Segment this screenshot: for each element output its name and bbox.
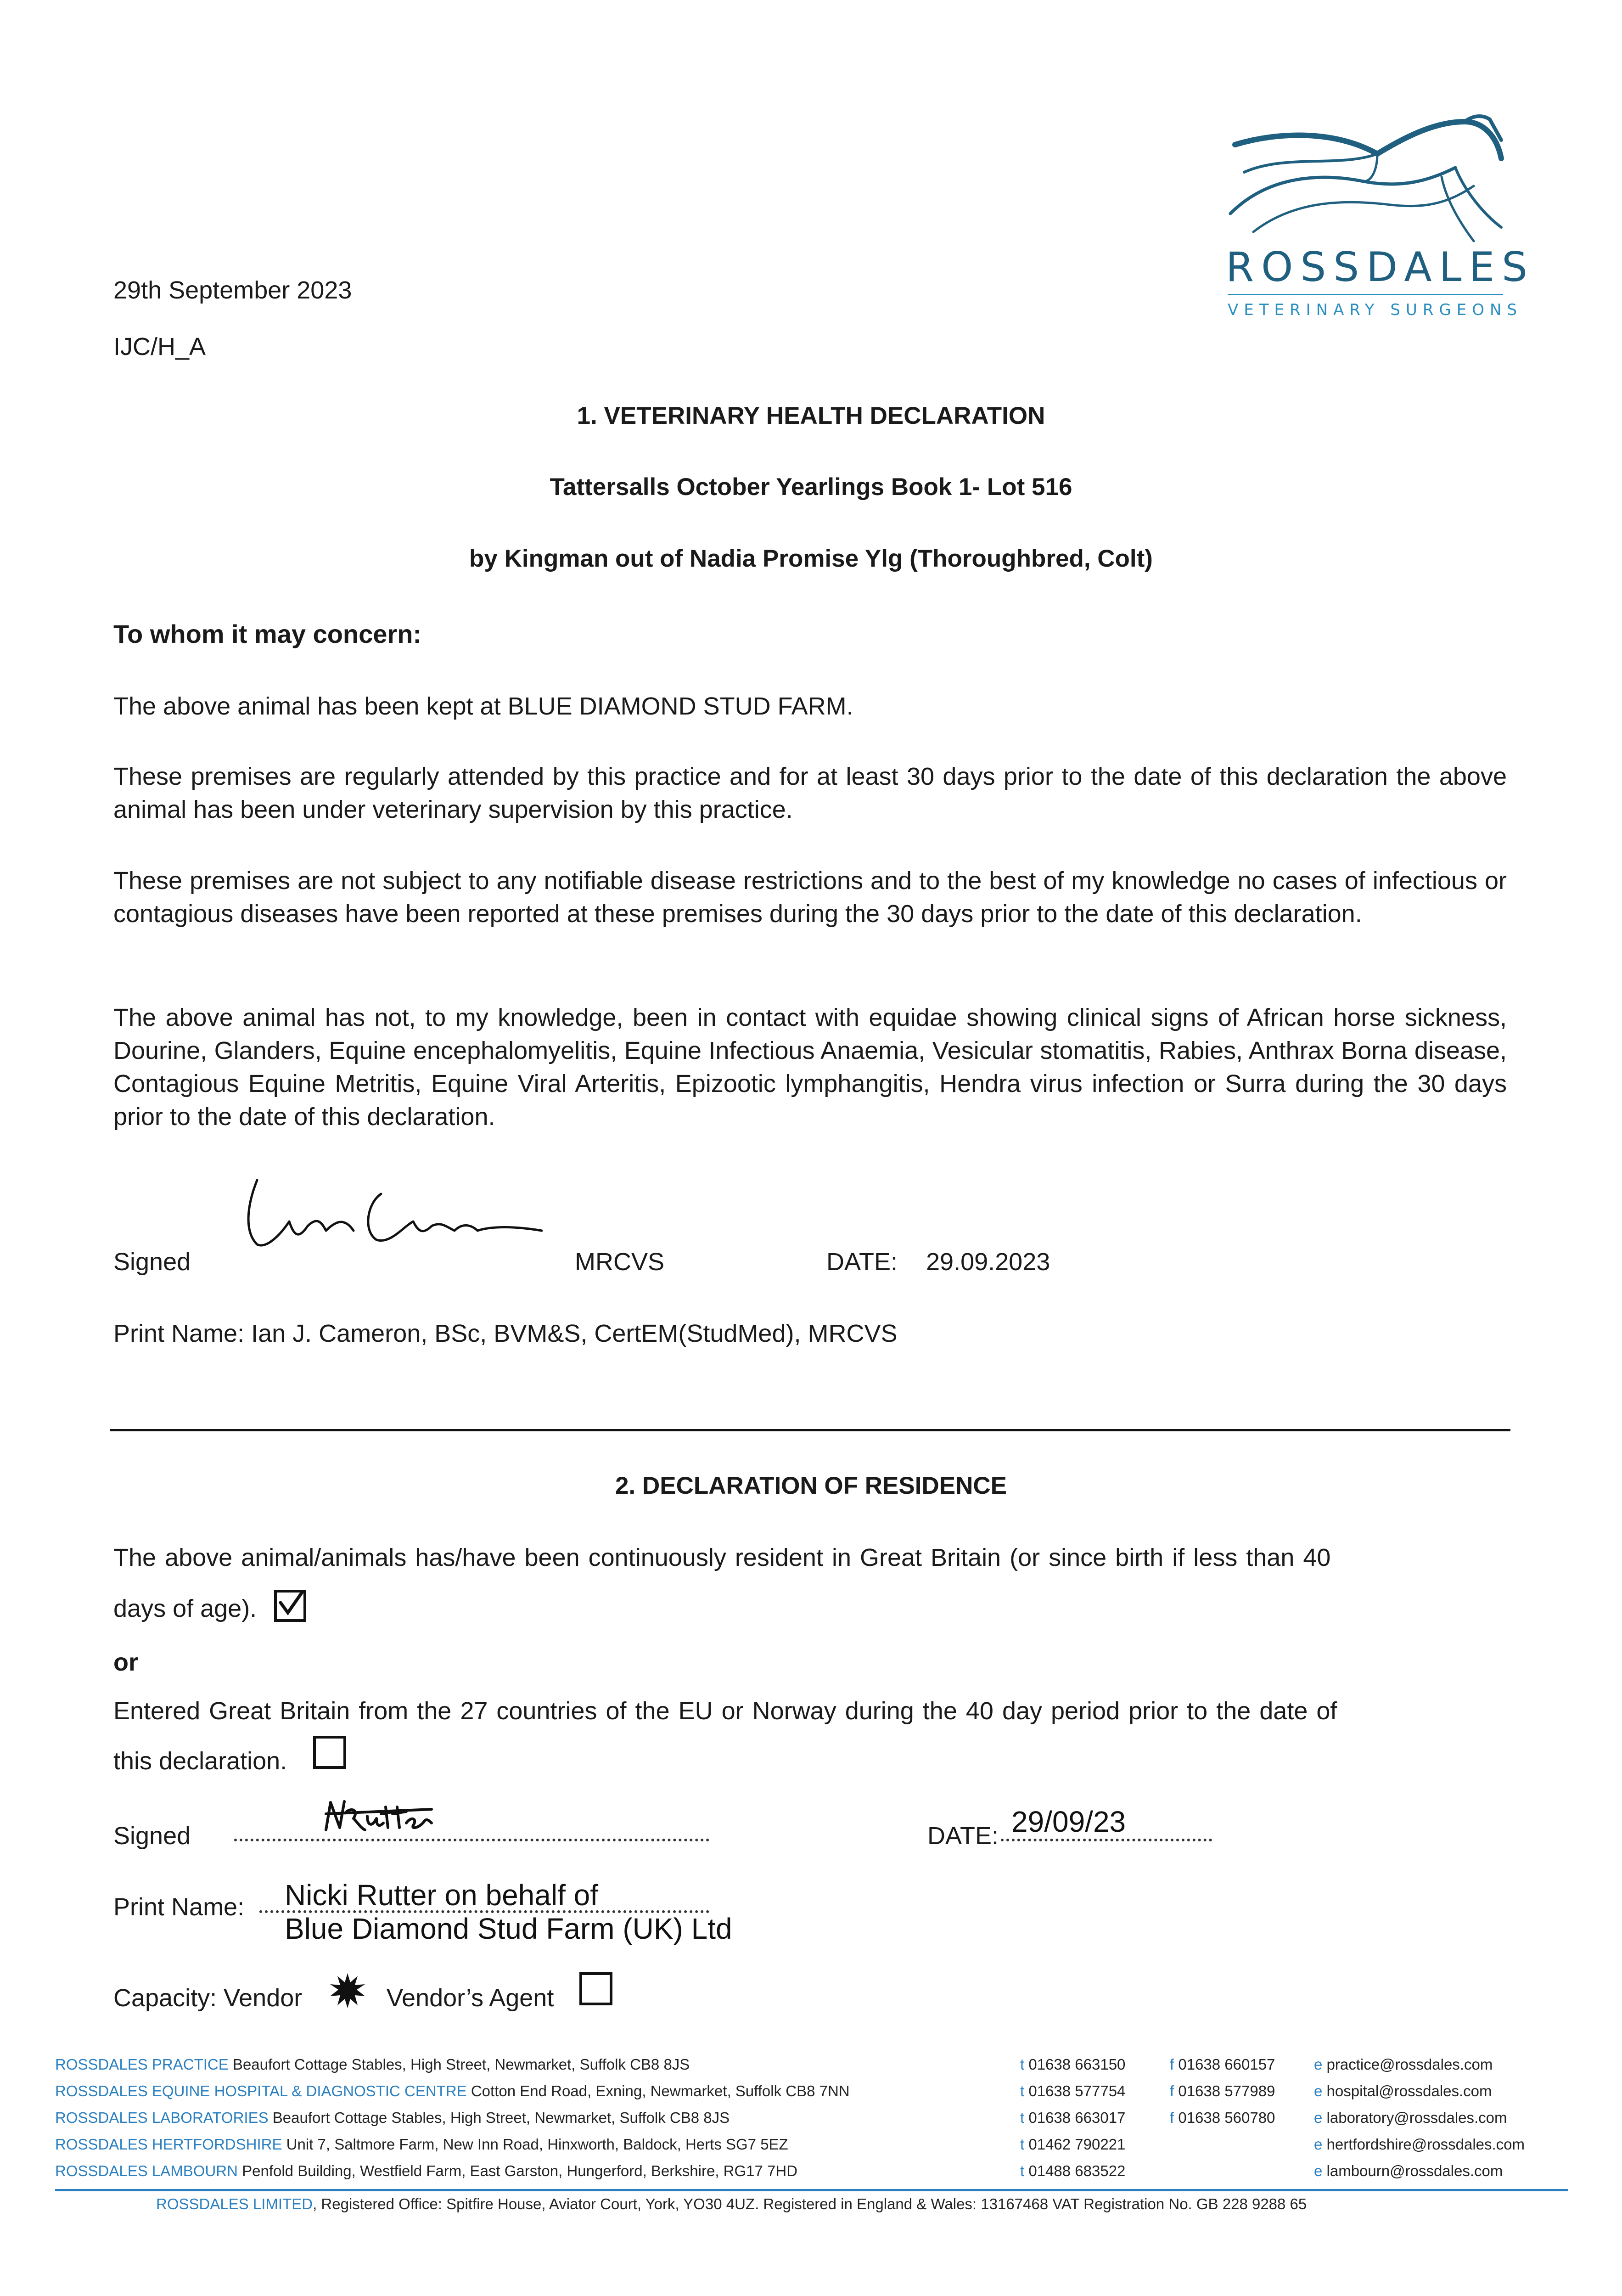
resident-checkbox[interactable] xyxy=(274,1590,306,1622)
vendor-agent-label: Vendor’s Agent xyxy=(387,1984,554,2012)
footer-telephone-value: 01638 663150 xyxy=(1028,2056,1126,2073)
signature-line-2 xyxy=(234,1839,709,1841)
option2-line1: Entered Great Britain from the 27 countries of the EU or Norway during the 40 day period prior to the date of xyxy=(113,1697,1337,1725)
horse-description: by Kingman out of Nadia Promise Ylg (Thoroughbred, Colt) xyxy=(469,545,1153,572)
footer-telephone xyxy=(1020,2162,1125,2180)
section1-title: 1. VETERINARY HEALTH DECLARATION xyxy=(577,402,1045,429)
footer-telephone xyxy=(1020,2055,1125,2074)
paragraph-2: These premises are regularly attended by this practice and for at least 30 days prior to the date of this declaration the above animal has been under veterinary supervision by this practice. xyxy=(113,763,1507,823)
footer-fax xyxy=(1170,2109,1275,2127)
vet-signature xyxy=(230,1166,551,1258)
vendor-signature[interactable] xyxy=(321,1798,459,1839)
footer-fax-value: 01638 560780 xyxy=(1178,2109,1275,2126)
capacity-label: Capacity: Vendor xyxy=(113,1984,303,2012)
footer-fax-prefix: f xyxy=(1170,2056,1179,2073)
mrcvs-label: MRCVS xyxy=(575,1248,665,1276)
footer-fax xyxy=(1170,2055,1275,2074)
entered-checkbox[interactable] xyxy=(313,1736,346,1769)
footer-telephone xyxy=(1020,2135,1125,2154)
vendor-print-name-line1[interactable]: Nicki Rutter on behalf of xyxy=(285,1879,598,1912)
footer-telephone-value: 01488 683522 xyxy=(1028,2162,1126,2179)
footer-telephone xyxy=(1020,2082,1125,2100)
footer-office-address: Beaufort Cottage Stables, High Street, Newmarket, Suffolk CB8 8JS xyxy=(268,2109,730,2126)
vet-print-name: Print Name: Ian J. Cameron, BSc, BVM&S, CertEM(StudMed), MRCVS xyxy=(113,1320,898,1347)
footer-email-value: hospital@rossdales.com xyxy=(1326,2082,1492,2099)
logo-name: ROSSDALES xyxy=(1226,243,1535,291)
footer-office-row xyxy=(55,2135,788,2154)
footer-fax xyxy=(1170,2082,1275,2100)
logo-divider xyxy=(1228,294,1503,295)
date-line-2 xyxy=(1001,1839,1212,1841)
footer-office-name: ROSSDALES HERTFORDSHIRE xyxy=(55,2136,282,2153)
salutation: To whom it may concern: xyxy=(113,619,422,648)
vendor-selected-starburst-icon[interactable] xyxy=(329,1972,366,2009)
date-value-2[interactable]: 29/09/23 xyxy=(1011,1805,1126,1838)
footer-office-row xyxy=(55,2082,850,2100)
signed-label-2: Signed xyxy=(113,1822,191,1850)
date-label-2: DATE: xyxy=(927,1822,999,1850)
footer-office-name: ROSSDALES LABORATORIES xyxy=(55,2109,269,2126)
or-label: or xyxy=(113,1649,138,1676)
checkmark-icon xyxy=(274,1590,306,1622)
footer-office-name: ROSSDALES LAMBOURN xyxy=(55,2162,238,2179)
footer-office-address: Penfold Building, Westfield Farm, East Garston, Hungerford, Berkshire, RG17 7HD xyxy=(237,2162,798,2179)
footer-telephone-value: 01638 577754 xyxy=(1028,2082,1126,2099)
logo-tagline: VETERINARY SURGEONS xyxy=(1228,301,1523,319)
footer-office-row xyxy=(55,2109,730,2127)
footer-fax-prefix: f xyxy=(1170,2109,1179,2126)
footer-rule xyxy=(55,2189,1568,2191)
option1-line2: days of age). xyxy=(113,1595,257,1622)
section1-subtitle: Tattersalls October Yearlings Book 1- Lot 516 xyxy=(550,473,1072,501)
footer-email[interactable] xyxy=(1314,2162,1503,2180)
footer-office-address: Unit 7, Saltmore Farm, New Inn Road, Hinxworth, Baldock, Herts SG7 5EZ xyxy=(282,2136,788,2153)
footer-telephone xyxy=(1020,2109,1125,2127)
footer-email-prefix: e xyxy=(1314,2136,1327,2153)
footer-telephone-prefix: t xyxy=(1020,2162,1029,2179)
footer-email-value: practice@rossdales.com xyxy=(1326,2056,1493,2073)
option1-line1: The above animal/animals has/have been continuously resident in Great Britain (or since birth if less than 40 xyxy=(113,1544,1331,1571)
footer-office-name: ROSSDALES PRACTICE xyxy=(55,2056,229,2073)
registered-details: , Registered Office: Spitfire House, Aviator Court, York, YO30 4UZ. Registered in England & Wales: 13167468 VAT Registration No. GB 228 9288 65 xyxy=(313,2195,1307,2212)
reference: IJC/H_A xyxy=(113,333,206,360)
footer-office-name: ROSSDALES EQUINE HOSPITAL & DIAGNOSTIC CENTRE xyxy=(55,2082,467,2099)
date-label-1: DATE: xyxy=(826,1248,898,1276)
footer-telephone-prefix: t xyxy=(1020,2109,1029,2126)
vendor-agent-checkbox[interactable] xyxy=(579,1972,612,2005)
footer-email-prefix: e xyxy=(1314,2082,1327,2099)
option2-line2: this declaration. xyxy=(113,1747,287,1775)
vendor-print-name-line2[interactable]: Blue Diamond Stud Farm (UK) Ltd xyxy=(285,1912,732,1945)
footer-email[interactable] xyxy=(1314,2082,1492,2100)
footer-telephone-prefix: t xyxy=(1020,2082,1029,2099)
rossdales-logo xyxy=(1221,113,1535,328)
footer-email-value: laboratory@rossdales.com xyxy=(1326,2109,1507,2126)
footer-telephone-value: 01638 663017 xyxy=(1028,2109,1126,2126)
horse-logo-icon xyxy=(1226,113,1510,250)
footer-email[interactable] xyxy=(1314,2135,1525,2154)
date-value-1: 29.09.2023 xyxy=(926,1248,1050,1276)
footer-telephone-prefix: t xyxy=(1020,2136,1029,2153)
footer-office-address: Beaufort Cottage Stables, High Street, Newmarket, Suffolk CB8 8JS xyxy=(228,2056,690,2073)
footer-email-prefix: e xyxy=(1314,2056,1327,2073)
footer-telephone-prefix: t xyxy=(1020,2056,1029,2073)
footer-office-row xyxy=(55,2055,690,2074)
footer-email[interactable] xyxy=(1314,2109,1507,2127)
registered-office xyxy=(156,2195,1307,2213)
footer-email-prefix: e xyxy=(1314,2109,1327,2126)
footer-fax-value: 01638 577989 xyxy=(1178,2082,1275,2099)
letter-date: 29th September 2023 xyxy=(113,276,352,304)
paragraph-4: The above animal has not, to my knowledge, been in contact with equidae showing clinical signs of African horse sickness, Dourine, Glanders, Equine encephalomyelitis, Equine Infectious Anaemia, Vesicular stomatitis, Rabies, Anthrax Borna disease, Contagious Equine Metritis, Equine Viral Arteritis, Epizootic lymphangitis, Hendra virus infection or Surra during the 30 days prior to the date of this declaration. xyxy=(113,1004,1507,1131)
footer-office-address: Cotton End Road, Exning, Newmarket, Suffolk CB8 7NN xyxy=(466,2082,850,2099)
footer-fax-value: 01638 660157 xyxy=(1178,2056,1275,2073)
section2-title: 2. DECLARATION OF RESIDENCE xyxy=(615,1472,1007,1499)
footer-telephone-value: 01462 790221 xyxy=(1028,2136,1126,2153)
footer-fax-prefix: f xyxy=(1170,2082,1179,2099)
registered-company-name: ROSSDALES LIMITED xyxy=(156,2195,313,2212)
section-divider xyxy=(110,1429,1510,1431)
footer-office-row xyxy=(55,2162,797,2180)
paragraph-3: These premises are not subject to any notifiable disease restrictions and to the best of my knowledge no cases of infectious or contagious diseases have been reported at these premises during the 30 days prior to the date of this declaration. xyxy=(113,867,1507,928)
footer-email-value: lambourn@rossdales.com xyxy=(1326,2162,1503,2179)
footer-email-prefix: e xyxy=(1314,2162,1327,2179)
footer-email[interactable] xyxy=(1314,2055,1493,2074)
signed-label-1: Signed xyxy=(113,1248,191,1276)
footer-email-value: hertfordshire@rossdales.com xyxy=(1326,2136,1525,2153)
print-name-label-2: Print Name: xyxy=(113,1893,245,1921)
paragraph-1: The above animal has been kept at BLUE DIAMOND STUD FARM. xyxy=(113,692,853,720)
